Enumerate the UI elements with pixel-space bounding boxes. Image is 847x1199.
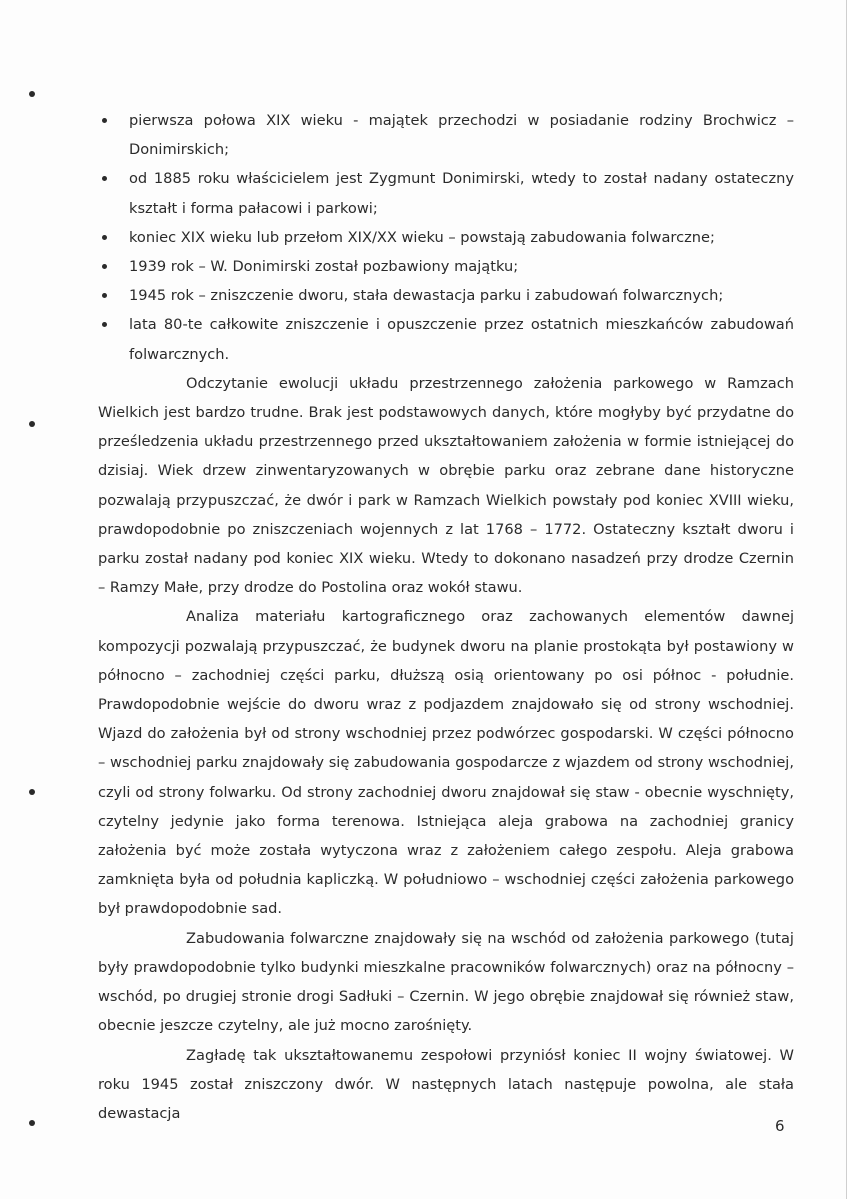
binder-hole-mark [29,1120,35,1126]
list-item [98,164,794,222]
binder-hole-mark [29,789,35,795]
page-number: 6 [775,1117,785,1135]
list-item [98,252,794,281]
list-item [98,281,794,310]
list-item-text: pierwsza połowa XIX wieku - majątek przechodzi w posiadanie rodziny Brochwicz – Donimirskich; [129,112,794,159]
list-item-text: koniec XIX wieku lub przełom XIX/XX wieku – powstają zabudowania folwarczne; [129,228,715,246]
bullet-icon [102,264,107,269]
history-bullet-list [98,106,794,369]
document-body [98,106,794,1128]
list-item-text: od 1885 roku właścicielem jest Zygmunt Donimirski, wtedy to został nadany ostateczny kształt i forma pałacowi i parkowi; [129,170,794,217]
bullet-icon [102,176,107,181]
bullet-icon [102,322,107,327]
list-item-text: lata 80-te całkowite zniszczenie i opuszczenie przez ostatnich mieszkańców zabudowań folwarcznych. [129,316,794,363]
bullet-icon [102,293,107,298]
bullet-icon [102,235,107,240]
paragraph: Odczytanie ewolucji układu przestrzennego założenia parkowego w Ramzach Wielkich jest bardzo trudne. Brak jest podstawowych danych, które mogłyby być przydatne do prześledzenia układu przestrzennego przed ukształtowaniem założenia w formie istniejącej do dzisiaj. Wiek drzew zinwentaryzowanych w obrębie parku oraz zebrane dane historyczne pozwalają przypuszczać, że dwór i park w Ramzach Wielkich powstały pod koniec XVIII wieku, prawdopodobnie po zniszczeniach wojennych z lat 1768 – 1772. Ostateczny kształt dworu i parku został nadany pod koniec XIX wieku. Wtedy to dokonano nasadzeń przy drodze Czernin – Ramzy Małe, przy drodze do Postolina oraz wokół stawu. [98,374,794,597]
list-item [98,106,794,164]
paragraph: Analiza materiału kartograficznego oraz zachowanych elementów dawnej kompozycji pozwalają przypuszczać, że budynek dworu na planie prostokąta był postawiony w północno – zachodniej części parku, dłuższą osią orientowany po osi północ - południe. Prawdopodobnie wejście do dworu wraz z podjazdem znajdowało się od strony wschodniej. Wjazd do założenia był od strony wschodniej przez podwórzec gospodarski. W części północno – wschodniej parku znajdowały się zabudowania gospodarcze z wjazdem od strony wschodniej, czyli od strony folwarku. Od strony zachodniej dworu znajdował się staw - obecnie wyschnięty, czytelny jedynie jako forma terenowa. Istniejąca aleja grabowa na zachodniej granicy założenia być może została wytyczona wraz z założeniem całego zespołu. Aleja grabowa zamknięta była od południa kapliczką. W południowo – wschodniej części założenia parkowego był prawdopodobnie sad. [98,608,794,918]
binder-hole-mark [29,91,35,97]
list-item-text: 1945 rok – zniszczenie dworu, stała dewastacja parku i zabudowań folwarcznych; [129,287,724,305]
bullet-icon [102,118,107,123]
list-item [98,223,794,252]
binder-hole-mark [29,421,35,427]
paragraph: Zagładę tak ukształtowanemu zespołowi przyniósł koniec II wojny światowej. W roku 1945 został zniszczony dwór. W następnych latach następuje powolna, ale stała dewastacja [98,1046,794,1122]
paragraph: Zabudowania folwarczne znajdowały się na wschód od założenia parkowego (tutaj były prawdopodobnie tylko budynki mieszkalne pracowników folwarcznych) oraz na północny – wschód, po drugiej stronie drogi Sadłuki – Czernin. W jego obrębie znajdował się również staw, obecnie jeszcze czytelny, ale już mocno zarośnięty. [98,929,794,1035]
list-item-text: 1939 rok – W. Donimirski został pozbawiony majątku; [129,258,519,276]
list-item [98,310,794,368]
